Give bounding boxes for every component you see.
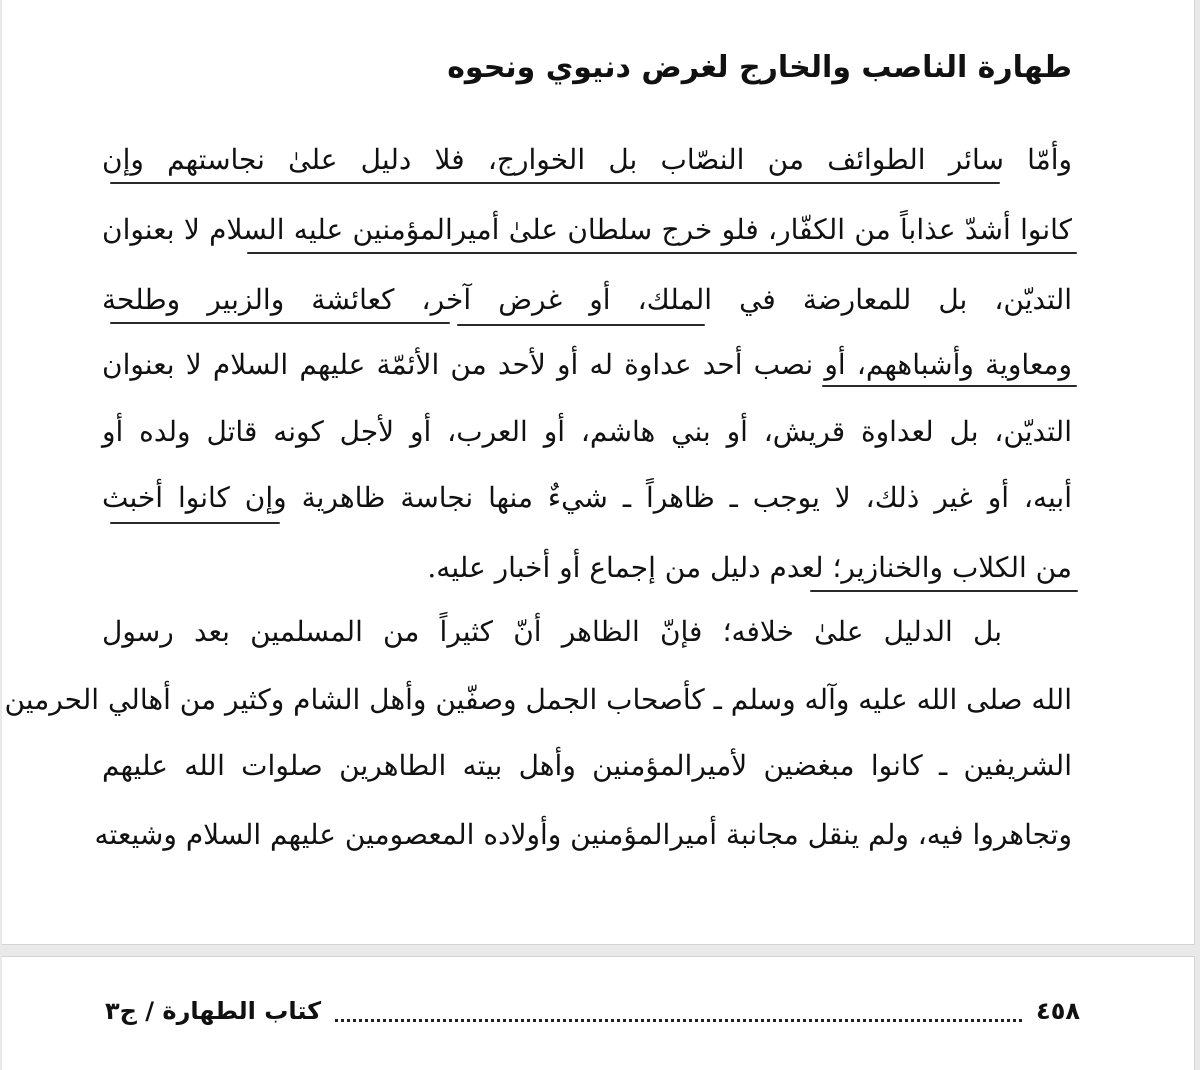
underline-mark	[457, 324, 705, 326]
underline-mark	[247, 252, 1077, 254]
paragraph-1-line-4: ومعاوية وأشباههم، أو نصب أحد عداوة له أو لأحد من الأئمّة عليهم السلام لا بعنوان	[102, 348, 1072, 381]
paragraph-2-line-4: وتجاهروا فيه، ولم ينقل مجانبة أميرالمؤمنين وأولاده المعصومين عليهم السلام وشيعته	[94, 818, 1072, 851]
section-heading: طهارة الناصب والخارج لغرض دنيوي ونحوه	[447, 50, 1072, 85]
paragraph-1-line-3: التديّن، بل للمعارضة في الملك، أو غرض آخر، كعائشة والزبير وطلحة	[102, 283, 1072, 316]
document-page	[2, 0, 1195, 945]
book-title: كتاب الطهارة / ج٣	[105, 997, 322, 1025]
paragraph-1-line-6: أبيه، أو غير ذلك، لا يوجب ـ ظاهراً ـ شيءٌ منها نجاسة ظاهرية وإن كانوا أخبث	[102, 481, 1072, 514]
underline-mark	[810, 590, 1078, 592]
underline-mark	[110, 182, 1000, 184]
paragraph-1-line-2: كانوا أشدّ عذاباً من الكفّار، فلو خرج سلطان علىٰ أميرالمؤمنين عليه السلام لا بعنوان	[102, 213, 1072, 246]
paragraph-1-line-7: من الكلاب والخنازير؛ لعدم دليل من إجماع أو أخبار عليه.	[427, 551, 1072, 584]
dotted-leader	[335, 1009, 1022, 1022]
paragraph-1-line-5: التديّن، بل لعداوة قريش، أو بني هاشم، أو العرب، أو لأجل كونه قاتل ولده أو	[102, 415, 1072, 448]
paragraph-2-line-1: بل الدليل علىٰ خلافه؛ فإنّ الظاهر أنّ كثيراً من المسلمين بعد رسول	[102, 615, 1002, 648]
underline-mark	[110, 322, 450, 324]
page-footer	[105, 993, 1080, 1029]
paragraph-1-line-1: وأمّا سائر الطوائف من النصّاب بل الخوارج، فلا دليل علىٰ نجاستهم وإن	[102, 143, 1072, 176]
paragraph-2-line-2: الله صلى الله عليه وآله وسلم ـ كأصحاب الجمل وصفّين وأهل الشام وكثير من أهالي الحرمين	[4, 683, 1072, 716]
underline-mark	[822, 385, 1077, 387]
paragraph-2-line-3: الشريفين ـ كانوا مبغضين لأميرالمؤمنين وأهل بيته الطاهرين صلوات الله عليهم	[102, 749, 1072, 782]
page-number: ٤٥٨	[1036, 997, 1080, 1025]
underline-mark	[110, 522, 280, 524]
